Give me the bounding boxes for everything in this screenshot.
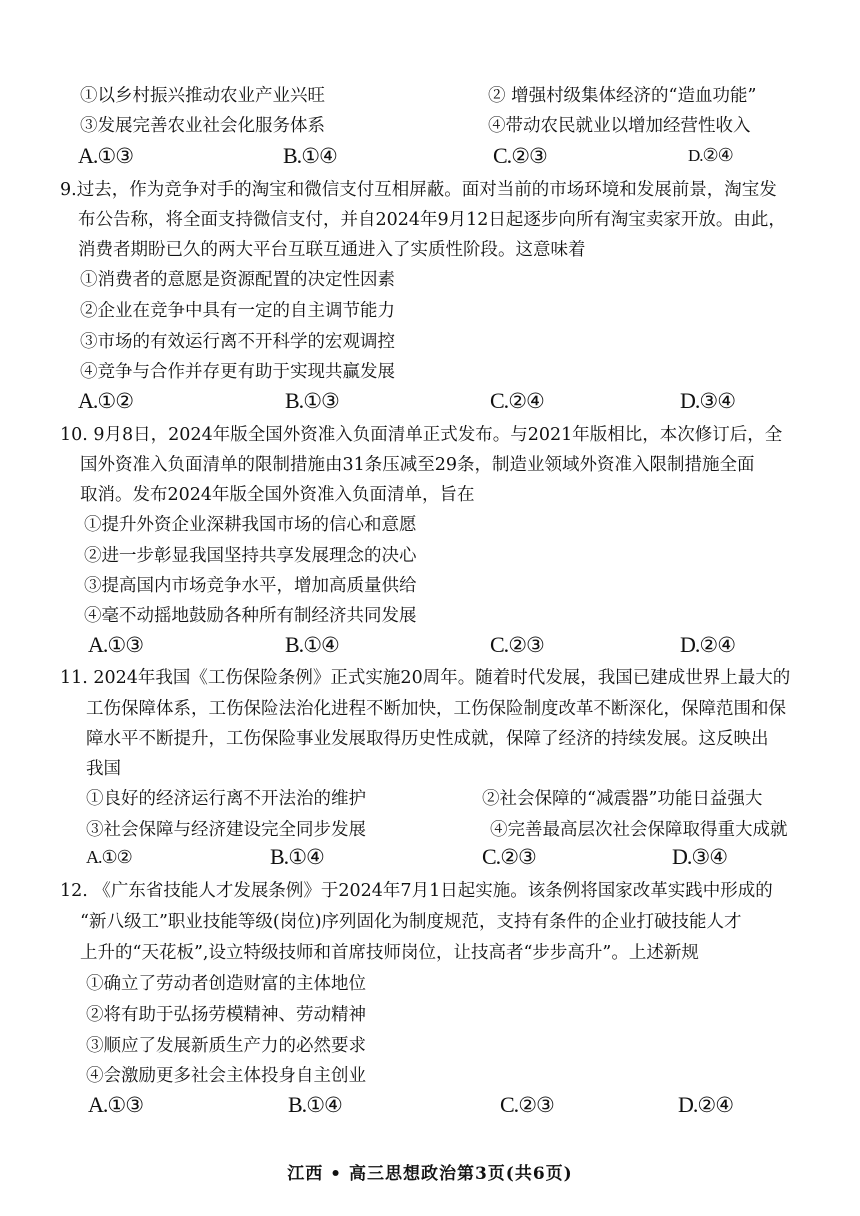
option-letter: A. [88,1092,108,1117]
option-choice: ②④ [699,633,736,657]
option-choice: ②③ [508,633,544,657]
option-letter: A. [88,632,108,657]
page-footer: 江西 • 高三思想政治第3页(共6页) [287,1164,573,1184]
q8-item-3: ③发展完善农业社会化服务体系 [80,116,325,136]
q11-stem-line-2: 工伤保障体系，工伤保险法治化进程不断加快，工伤保险制度改革不断深化，保障范围和保 [86,699,786,719]
option-letter: D. [680,388,700,413]
option-choice: ①③ [107,633,144,657]
option-letter: C. [490,632,509,657]
option-choice: ②④ [508,389,544,413]
q11-item-3: ③社会保障与经济建设完全同步发展 [86,820,366,840]
q12-item-4: ④会激励更多社会主体投身自主创业 [86,1066,366,1086]
option-letter: A. [86,847,102,867]
q12-option-b [288,1094,342,1117]
q11-stem-line-3: 障水平不断提升，工伤保险事业发展取得历史性成就，保障了经济的持续发展。这反映出 [86,729,769,749]
q10-option-d [680,634,735,657]
q8-item-2: ② 增强村级集体经济的“造血功能” [488,86,757,106]
option-choice: ②③ [500,845,536,869]
q12-item-1: ①确立了劳动者创造财富的主体地位 [86,974,366,994]
q9-option-c [490,390,544,413]
q8-item-4: ④带动农民就业以增加经营性收入 [488,116,751,136]
option-letter: B. [270,844,289,869]
q12-item-3: ③顺应了发展新质生产力的必然要求 [86,1036,366,1056]
option-letter: B. [288,1092,307,1117]
option-choice: ①④ [288,845,324,869]
option-choice: ①② [97,389,134,413]
option-choice: ①④ [301,144,337,168]
q8-option-b [283,145,337,168]
q10-item-3: ③提高国内市场竞争水平，增加高质量供给 [84,576,417,596]
q8-option-c [493,145,547,168]
q12-stem-line-2: “新八级工”职业技能等级(岗位)序列固化为制度规范，支持有条件的企业打破技能人才 [80,912,742,932]
q10-item-4: ④毫不动摇地鼓励各种所有制经济共同发展 [84,606,417,626]
q11-stem-line-1: 11. 2024年我国《工伤保险条例》正式实施20周年。随着时代发展，我国已建成世界上最大的 [60,668,791,688]
q9-option-d [680,390,735,413]
q9-option-b [285,390,339,413]
option-choice: ②④ [702,145,733,166]
option-letter: B. [285,632,304,657]
q9-stem-line-2: 布公告称，将全面支持微信支付，并自2024年9月12日起逐步向所有淘宝卖家开放。由此， [78,210,786,230]
q9-item-1: ①消费者的意愿是资源配置的决定性因素 [80,270,395,290]
q8-option-d [688,147,733,166]
q12-item-2: ②将有助于弘扬劳模精神、劳动精神 [86,1005,366,1025]
q12-option-c [500,1094,554,1117]
option-choice: ①③ [107,1093,144,1117]
option-choice: ①④ [303,633,339,657]
q9-stem-line-1: 9.过去，作为竞争对手的淘宝和微信支付互相屏蔽。面对当前的市场环境和发展前景，淘宝发 [60,180,777,200]
option-choice: ③④ [691,845,728,869]
option-letter: A. [78,143,98,168]
option-letter: B. [285,388,304,413]
option-choice: ②④ [697,1093,734,1117]
q12-stem-line-1: 12. 《广东省技能人才发展条例》于2024年7月1日起实施。该条例将国家改革实践中形成的 [60,881,773,901]
q11-item-1: ①良好的经济运行离不开法治的维护 [86,789,366,809]
q9-option-a [78,390,133,413]
q9-stem-line-3: 消费者期盼已久的两大平台互联互通进入了实质性阶段。这意味着 [78,240,586,260]
option-letter: D. [680,632,700,657]
option-choice: ①④ [306,1093,342,1117]
option-letter: B. [283,143,302,168]
q10-option-a [88,634,143,657]
option-letter: C. [493,143,512,168]
q10-item-2: ②进一步彰显我国坚持共享发展理念的决心 [84,546,417,566]
option-letter: C. [500,1092,519,1117]
q10-item-1: ①提升外资企业深耕我国市场的信心和意愿 [84,515,417,535]
option-letter: A. [78,388,98,413]
q11-item-2: ②社会保障的“减震器”功能日益强大 [482,789,763,809]
option-letter: C. [490,388,509,413]
q9-item-3: ③市场的有效运行离不开科学的宏观调控 [80,332,395,352]
q10-stem-line-1: 10. 9月8日，2024年版全国外资准入负面清单正式发布。与2021年版相比，本次修订后，全 [60,425,783,445]
option-letter: C. [482,844,501,869]
q10-stem-line-3: 取消。发布2024年版全国外资准入负面清单，旨在 [80,485,475,505]
q11-item-4: ④完善最高层次社会保障取得重大成就 [490,820,788,840]
q10-option-c [490,634,544,657]
q10-stem-line-2: 国外资准入负面清单的限制措施由31条压减至29条，制造业领域外资准入限制措施全面 [80,455,755,475]
q11-option-d [672,846,727,869]
q9-item-4: ④竞争与合作并存更有助于实现共赢发展 [80,362,395,382]
q8-item-1: ①以乡村振兴推动农业产业兴旺 [80,86,325,106]
option-letter: D. [672,844,692,869]
q11-option-b [270,846,324,869]
q11-option-c [482,846,536,869]
q11-stem-line-4: 我国 [86,759,121,779]
option-choice: ①③ [303,389,339,413]
option-letter: D. [688,146,703,165]
option-choice: ①② [101,847,132,868]
q11-option-a [86,848,132,868]
q8-option-a [78,145,133,168]
q12-option-a [88,1094,143,1117]
q12-option-d [678,1094,733,1117]
option-choice: ③④ [699,389,736,413]
option-choice: ①③ [97,144,134,168]
q10-option-b [285,634,339,657]
option-letter: D. [678,1092,698,1117]
q12-stem-line-3: 上升的“天花板”,设立特级技师和首席技师岗位，让技高者“步步高升”。上述新规 [80,943,699,963]
q9-item-2: ②企业在竞争中具有一定的自主调节能力 [80,301,395,321]
option-choice: ②③ [518,1093,554,1117]
option-choice: ②③ [511,144,547,168]
